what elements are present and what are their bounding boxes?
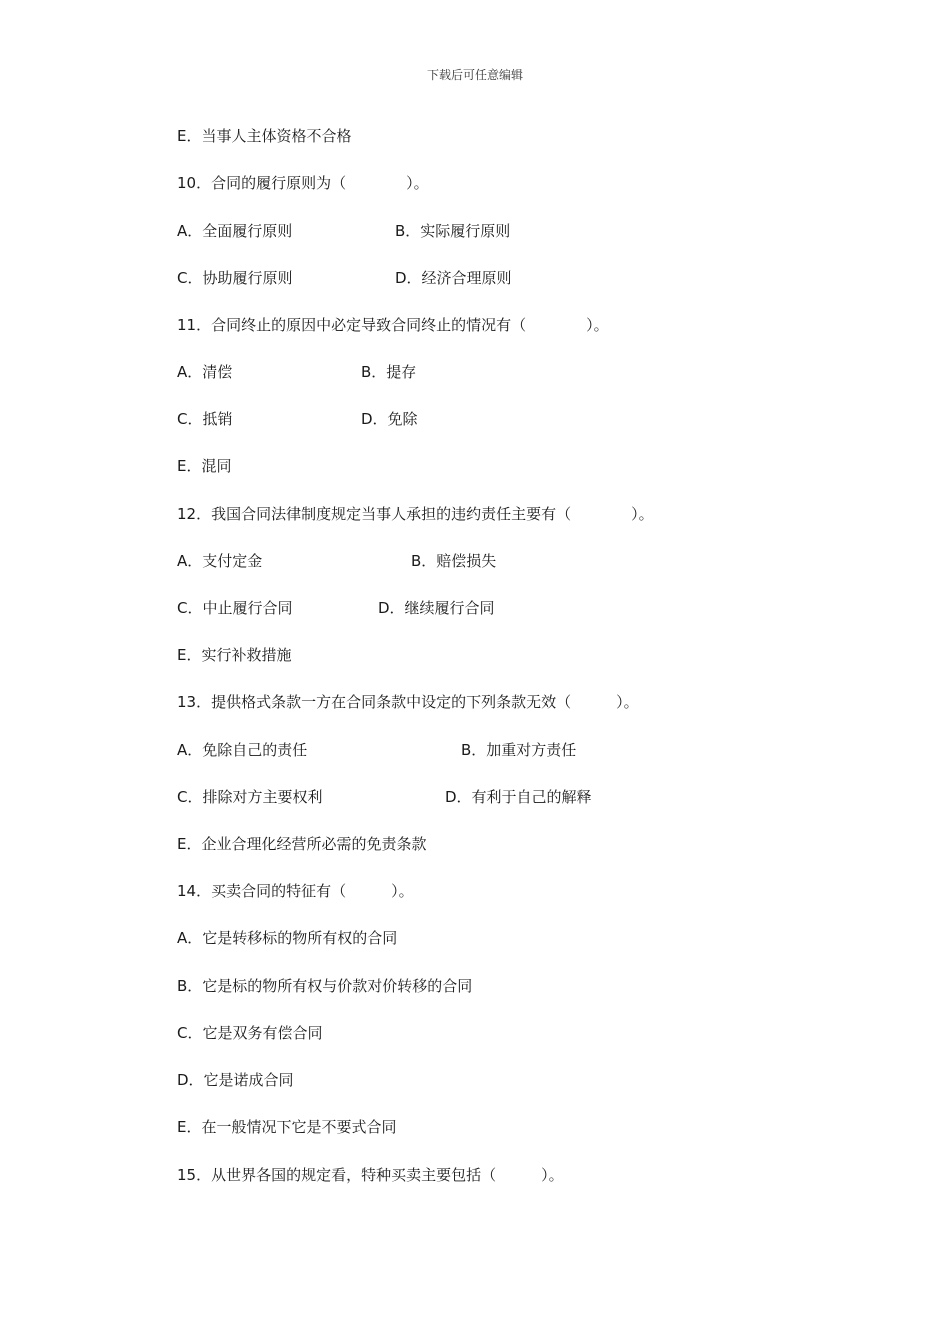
q12-option-d: D．继续履行合同 — [378, 599, 495, 617]
q10-option-b: B．实际履行原则 — [395, 222, 511, 240]
question-13: 13．提供格式条款一方在合同条款中设定的下列条款无效（ ）。 — [177, 693, 639, 711]
q11-option-b: B．提存 — [361, 363, 417, 381]
line-1: E．当事人主体资格不合格 — [177, 127, 352, 145]
q11-option-a: A．清偿 — [177, 363, 233, 381]
q14-option-d: D．它是诺成合同 — [177, 1071, 294, 1089]
q14-option-e: E．在一般情况下它是不要式合同 — [177, 1118, 397, 1136]
q12-option-a: A．支付定金 — [177, 552, 263, 570]
q14-option-c: C．它是双务有偿合同 — [177, 1024, 323, 1042]
q11-option-c: C．抵销 — [177, 410, 233, 428]
q12-option-e: E．实行补救措施 — [177, 646, 292, 664]
question-12: 12．我国合同法律制度规定当事人承担的违约责任主要有（ ）。 — [177, 505, 654, 523]
q14-option-b: B．它是标的物所有权与价款对价转移的合同 — [177, 977, 473, 995]
q11-option-e: E．混同 — [177, 457, 232, 475]
question-11: 11．合同终止的原因中必定导致合同终止的情况有（ ）。 — [177, 316, 609, 334]
q10-option-d: D．经济合理原则 — [395, 269, 512, 287]
q11-option-d: D．免除 — [361, 410, 418, 428]
q12-option-c: C．中止履行合同 — [177, 599, 293, 617]
q14-option-a: A．它是转移标的物所有权的合同 — [177, 929, 398, 947]
q10-option-a: A．全面履行原则 — [177, 222, 293, 240]
q13-option-b: B．加重对方责任 — [461, 741, 577, 759]
q13-option-d: D．有利于自己的解释 — [445, 788, 592, 806]
q12-option-b: B．赔偿损失 — [411, 552, 497, 570]
page-header: 下载后可任意编辑 — [426, 68, 523, 82]
question-10: 10．合同的履行原则为（ ）。 — [177, 174, 429, 192]
q13-option-e: E．企业合理化经营所必需的免责条款 — [177, 835, 427, 853]
q13-option-c: C．排除对方主要权利 — [177, 788, 323, 806]
q10-option-c: C．协助履行原则 — [177, 269, 293, 287]
question-14: 14．买卖合同的特征有（ ）。 — [177, 882, 414, 900]
q13-option-a: A．免除自己的责任 — [177, 741, 308, 759]
question-15: 15．从世界各国的规定看，特种买卖主要包括（ ）。 — [177, 1166, 564, 1184]
